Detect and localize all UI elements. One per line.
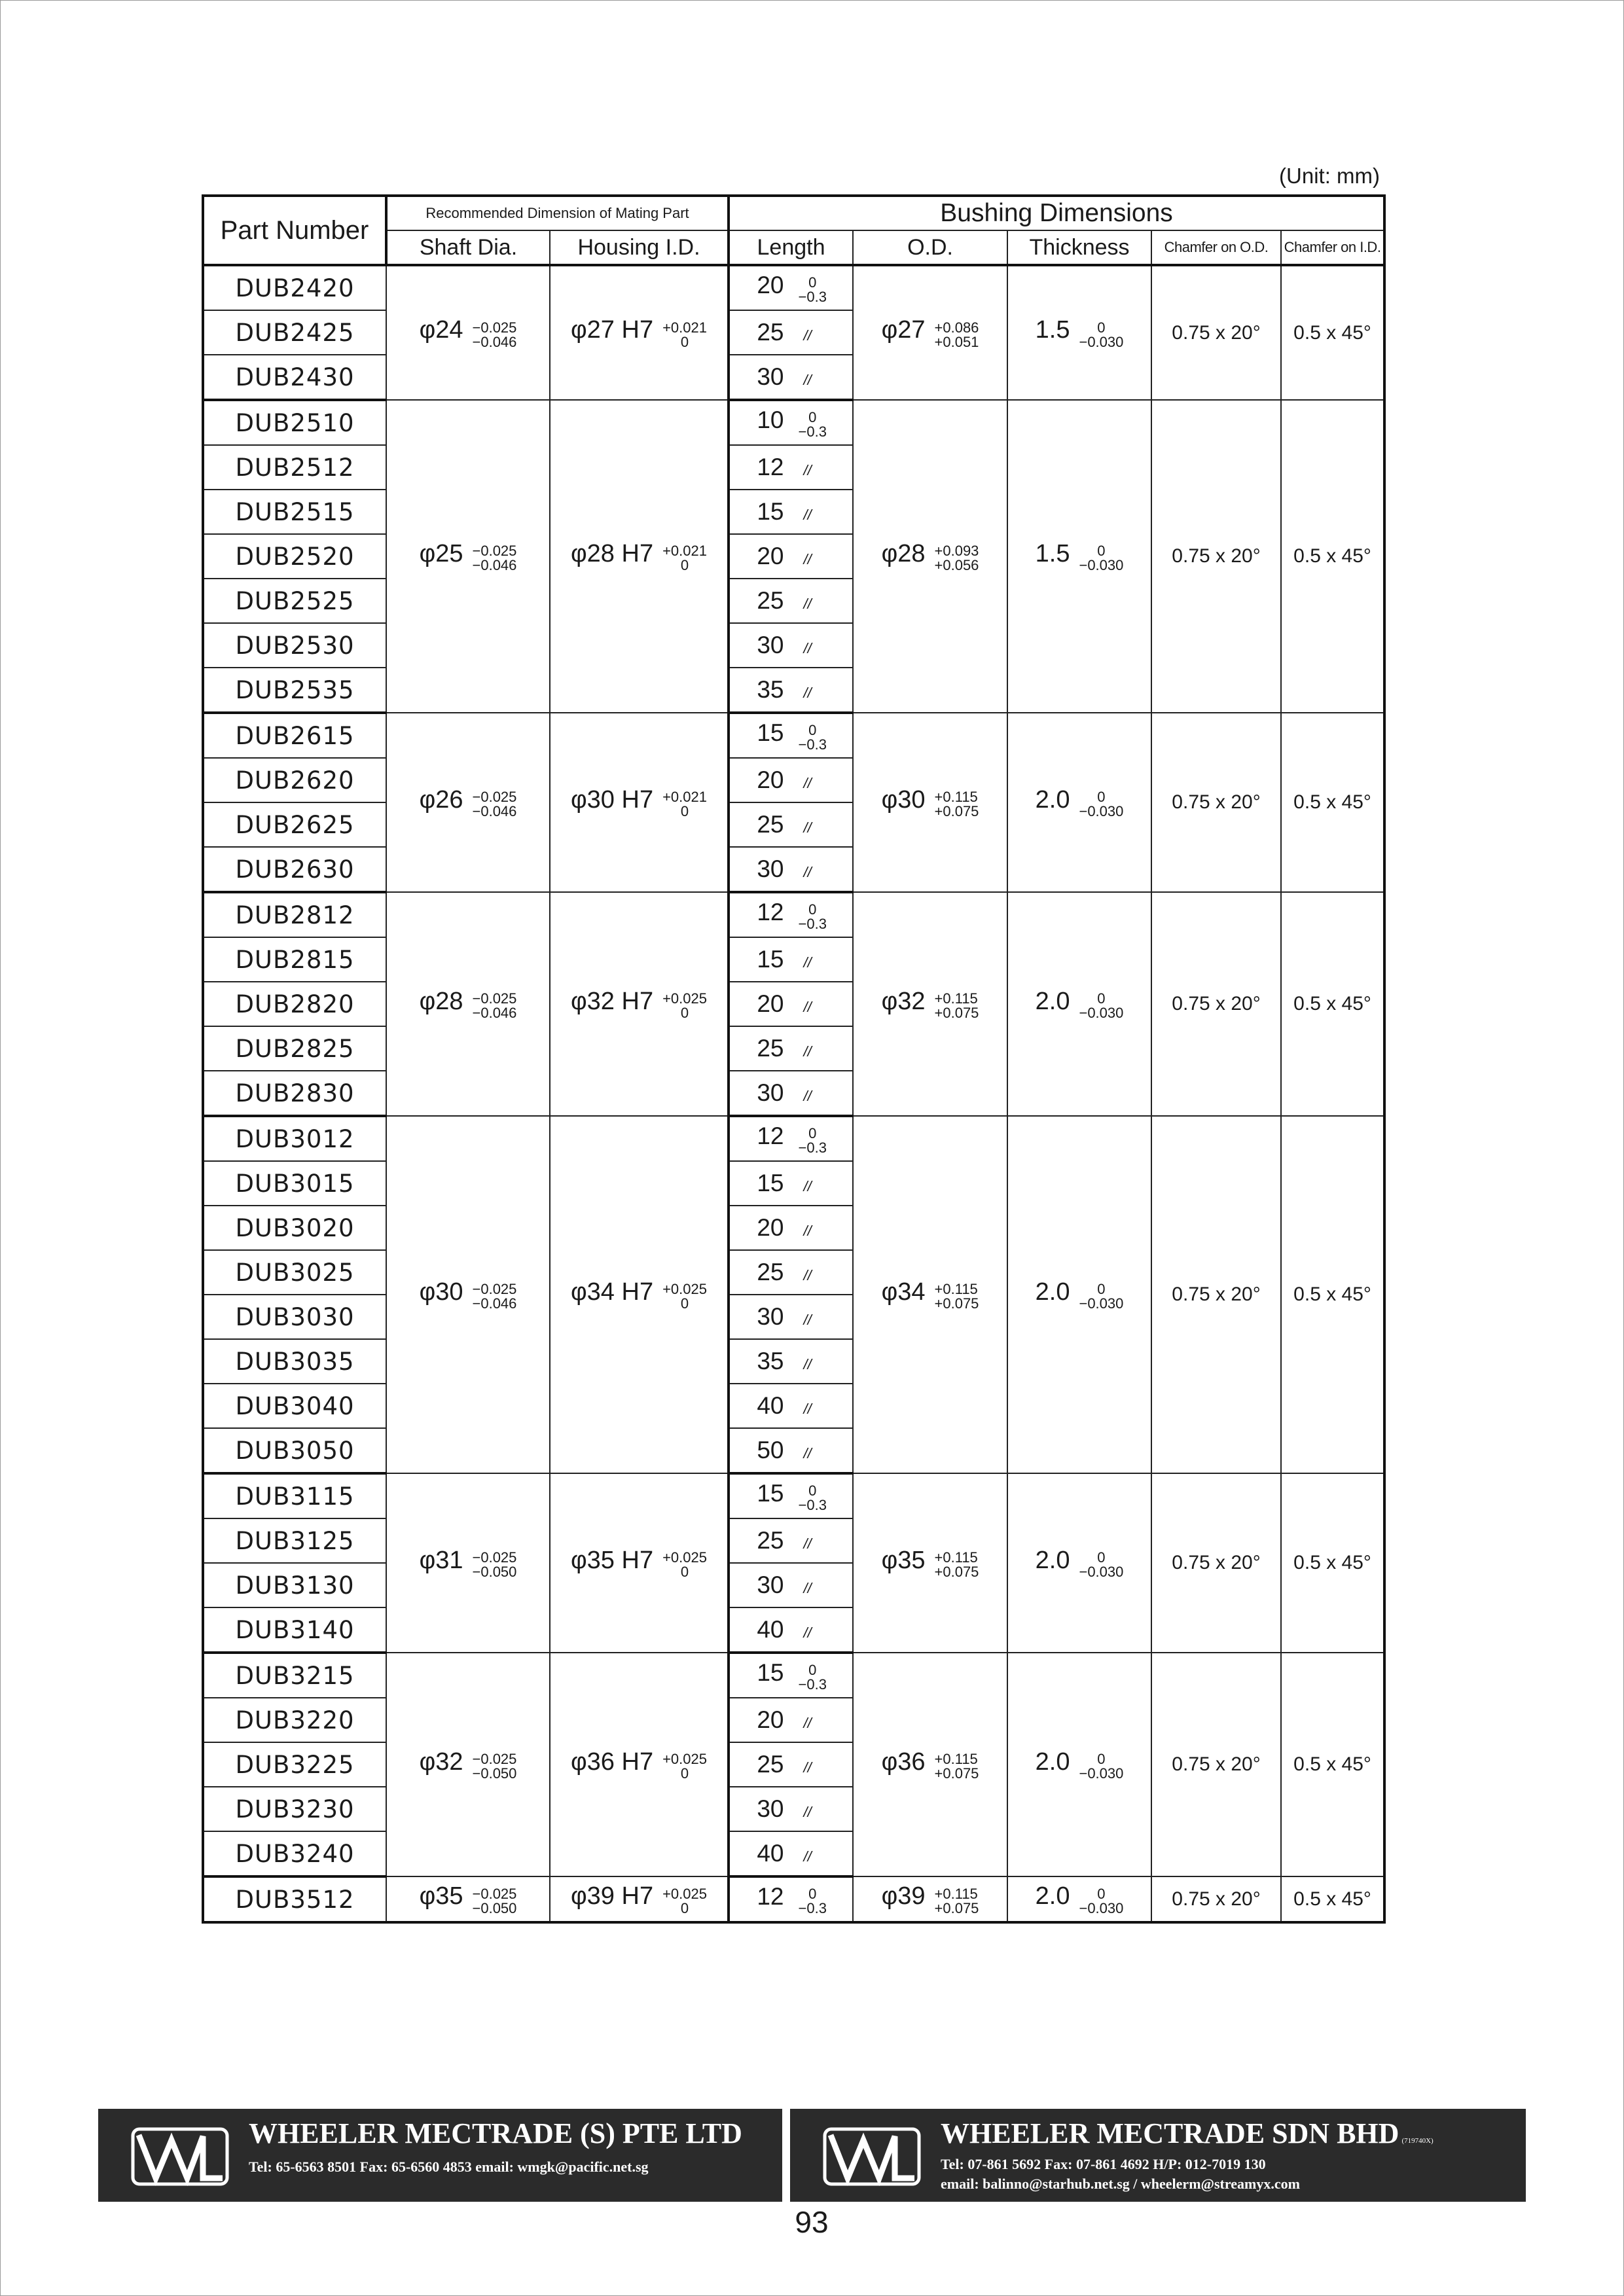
- footer-singapore: [98, 2109, 782, 2202]
- chamfer-od: 0.75 x 20°: [1151, 892, 1281, 1116]
- footer-malaysia: [790, 2109, 1526, 2202]
- part-number: DUB2520: [203, 534, 386, 579]
- footer-company-sg: WHEELER MECTRADE (S) PTE LTD: [249, 2117, 742, 2149]
- part-number: DUB3025: [203, 1250, 386, 1295]
- length: 25 //: [729, 1742, 853, 1787]
- bushing-spec-table: [202, 194, 1386, 1924]
- part-number: DUB3215: [203, 1653, 386, 1698]
- footer-contact-sg: Tel: 65-6563 8501 Fax: 65-6560 4853 email: wmgk@pacific.net.sg: [249, 2159, 649, 2175]
- length: 20 //: [729, 1206, 853, 1250]
- tolerance: +0.115 +0.075: [934, 789, 979, 820]
- part-number: DUB2535: [203, 668, 386, 713]
- footer-company-reg: (719740X): [1401, 2137, 1434, 2145]
- tolerance: +0.021 0: [662, 789, 707, 820]
- part-number: DUB2420: [203, 265, 386, 310]
- length: 15 0 −0.3: [729, 713, 853, 758]
- length: 15 //: [729, 490, 853, 534]
- chamfer-od: 0.75 x 20°: [1151, 1653, 1281, 1876]
- table-row: [203, 892, 1384, 937]
- header-recommended: Recommended Dimension of Mating Part: [386, 196, 729, 230]
- part-number: DUB2615: [203, 713, 386, 758]
- part-number: DUB2425: [203, 310, 386, 355]
- ditto-mark: //: [803, 1267, 812, 1283]
- housing-id: φ36 H7 +0.025 0: [550, 1653, 729, 1876]
- part-number: DUB2830: [203, 1071, 386, 1116]
- shaft-dia: φ25 −0.025 −0.046: [386, 400, 550, 713]
- table-row: [203, 400, 1384, 445]
- part-number: DUB2815: [203, 937, 386, 982]
- housing-id: φ35 H7 +0.025 0: [550, 1473, 729, 1653]
- page-number: 93: [795, 2205, 829, 2239]
- ditto-mark: //: [803, 596, 812, 612]
- chamfer-od: 0.75 x 20°: [1151, 1116, 1281, 1473]
- tolerance: −0.025 −0.050: [472, 1885, 517, 1916]
- length: 30 //: [729, 355, 853, 400]
- table-row: [203, 265, 1384, 310]
- thickness: 2.0 0 −0.030: [1007, 1116, 1151, 1473]
- part-number: DUB3240: [203, 1831, 386, 1876]
- part-number: DUB3125: [203, 1518, 386, 1563]
- ditto-mark: //: [803, 999, 812, 1015]
- chamfer-od: 0.75 x 20°: [1151, 265, 1281, 400]
- tolerance: 0 −0.030: [1079, 1281, 1124, 1312]
- part-number: DUB2530: [203, 623, 386, 668]
- chamfer-od: 0.75 x 20°: [1151, 1876, 1281, 1922]
- length: 25 //: [729, 310, 853, 355]
- outer-diameter: φ39 +0.115 +0.075: [853, 1876, 1007, 1922]
- tolerance: +0.115 +0.075: [934, 1751, 979, 1782]
- tolerance: 0 −0.030: [1079, 789, 1124, 820]
- tolerance: −0.025 −0.046: [472, 1281, 517, 1312]
- shaft-dia: φ28 −0.025 −0.046: [386, 892, 550, 1116]
- header-length: Length: [729, 230, 853, 265]
- tolerance: 0 −0.3: [798, 1886, 827, 1917]
- length: 20 //: [729, 758, 853, 802]
- length: 40 //: [729, 1607, 853, 1653]
- ditto-mark: //: [803, 1223, 812, 1239]
- ditto-mark: //: [803, 462, 812, 478]
- length: 10 0 −0.3: [729, 400, 853, 445]
- ditto-mark: //: [803, 1445, 812, 1462]
- ditto-mark: //: [803, 1535, 812, 1552]
- thickness: 2.0 0 −0.030: [1007, 1473, 1151, 1653]
- part-number: DUB3225: [203, 1742, 386, 1787]
- part-number: DUB3140: [203, 1607, 386, 1653]
- ditto-mark: //: [803, 1178, 812, 1194]
- ditto-mark: //: [803, 1088, 812, 1104]
- length: 15 0 −0.3: [729, 1653, 853, 1698]
- tolerance: 0 −0.3: [798, 901, 827, 933]
- chamfer-id: 0.5 x 45°: [1281, 1116, 1384, 1473]
- length: 35 //: [729, 668, 853, 713]
- ditto-mark: //: [803, 640, 812, 656]
- part-number: DUB3030: [203, 1295, 386, 1339]
- length: 12 0 −0.3: [729, 892, 853, 937]
- length: 20 //: [729, 982, 853, 1026]
- length: 50 //: [729, 1428, 853, 1473]
- tolerance: 0 −0.3: [798, 409, 827, 440]
- part-number: DUB2630: [203, 847, 386, 892]
- tolerance: 0 −0.030: [1079, 1885, 1124, 1916]
- ditto-mark: //: [803, 1624, 812, 1641]
- length: 15 0 −0.3: [729, 1473, 853, 1518]
- part-number: DUB2510: [203, 400, 386, 445]
- part-number: DUB2430: [203, 355, 386, 400]
- chamfer-id: 0.5 x 45°: [1281, 713, 1384, 892]
- part-number: DUB3020: [203, 1206, 386, 1250]
- tolerance: +0.021 0: [662, 543, 707, 574]
- tolerance: +0.025 0: [662, 990, 707, 1022]
- tolerance: −0.025 −0.046: [472, 319, 517, 350]
- outer-diameter: φ35 +0.115 +0.075: [853, 1473, 1007, 1653]
- outer-diameter: φ27 +0.086 +0.051: [853, 265, 1007, 400]
- part-number: DUB2515: [203, 490, 386, 534]
- tolerance: +0.115 +0.075: [934, 1549, 979, 1581]
- header-housing: Housing I.D.: [550, 230, 729, 265]
- chamfer-id: 0.5 x 45°: [1281, 892, 1384, 1116]
- length: 12 0 −0.3: [729, 1116, 853, 1161]
- tolerance: +0.115 +0.075: [934, 1281, 979, 1312]
- header-od: O.D.: [853, 230, 1007, 265]
- header-part-number: Part Number: [203, 196, 386, 265]
- chamfer-od: 0.75 x 20°: [1151, 713, 1281, 892]
- outer-diameter: φ28 +0.093 +0.056: [853, 400, 1007, 713]
- shaft-dia: φ26 −0.025 −0.046: [386, 713, 550, 892]
- table-row: [203, 1473, 1384, 1518]
- length: 30 //: [729, 1787, 853, 1831]
- part-number: DUB3015: [203, 1161, 386, 1206]
- thickness: 2.0 0 −0.030: [1007, 1876, 1151, 1922]
- tolerance: +0.093 +0.056: [934, 543, 979, 574]
- footer-contact-my-email: email: balinno@starhub.net.sg / wheelerm@streamyx.com: [941, 2176, 1300, 2192]
- shaft-dia: φ24 −0.025 −0.046: [386, 265, 550, 400]
- tolerance: −0.025 −0.046: [472, 990, 517, 1022]
- tolerance: +0.025 0: [662, 1549, 707, 1581]
- part-number: DUB3220: [203, 1698, 386, 1742]
- part-number: DUB3512: [203, 1876, 386, 1922]
- thickness: 2.0 0 −0.030: [1007, 1653, 1151, 1876]
- tolerance: 0 −0.030: [1079, 543, 1124, 574]
- tolerance: −0.025 −0.046: [472, 543, 517, 574]
- ditto-mark: //: [803, 327, 812, 344]
- thickness: 2.0 0 −0.030: [1007, 713, 1151, 892]
- length: 12 0 −0.3: [729, 1876, 853, 1922]
- length: 30 //: [729, 847, 853, 892]
- ditto-mark: //: [803, 1312, 812, 1328]
- length: 30 //: [729, 623, 853, 668]
- table-row: [203, 1653, 1384, 1698]
- wheeler-logo-icon: [823, 2127, 921, 2186]
- header-chamfer-od: Chamfer on O.D.: [1151, 230, 1281, 265]
- tolerance: 0 −0.3: [798, 274, 827, 306]
- tolerance: +0.025 0: [662, 1751, 707, 1782]
- outer-diameter: φ34 +0.115 +0.075: [853, 1116, 1007, 1473]
- ditto-mark: //: [803, 775, 812, 791]
- unit-label: (Unit: mm): [1279, 164, 1380, 188]
- thickness: 2.0 0 −0.030: [1007, 892, 1151, 1116]
- housing-id: φ27 H7 +0.021 0: [550, 265, 729, 400]
- table-row: [203, 1116, 1384, 1161]
- chamfer-id: 0.5 x 45°: [1281, 1653, 1384, 1876]
- length: 25 //: [729, 1250, 853, 1295]
- part-number: DUB2512: [203, 445, 386, 490]
- header-chamfer-id: Chamfer on I.D.: [1281, 230, 1384, 265]
- thickness: 1.5 0 −0.030: [1007, 265, 1151, 400]
- length: 20 0 −0.3: [729, 265, 853, 310]
- ditto-mark: //: [803, 1580, 812, 1596]
- ditto-mark: //: [803, 1848, 812, 1865]
- table-row: [203, 713, 1384, 758]
- part-number: DUB3012: [203, 1116, 386, 1161]
- housing-id: φ32 H7 +0.025 0: [550, 892, 729, 1116]
- thickness: 1.5 0 −0.030: [1007, 400, 1151, 713]
- ditto-mark: //: [803, 685, 812, 701]
- part-number: DUB3230: [203, 1787, 386, 1831]
- shaft-dia: φ31 −0.025 −0.050: [386, 1473, 550, 1653]
- housing-id: φ28 H7 +0.021 0: [550, 400, 729, 713]
- housing-id: φ34 H7 +0.025 0: [550, 1116, 729, 1473]
- chamfer-id: 0.5 x 45°: [1281, 1876, 1384, 1922]
- wheeler-logo-icon: [131, 2127, 229, 2186]
- length: 30 //: [729, 1071, 853, 1116]
- tolerance: +0.025 0: [662, 1885, 707, 1916]
- length: 20 //: [729, 534, 853, 579]
- part-number: DUB2820: [203, 982, 386, 1026]
- tolerance: +0.115 +0.075: [934, 1885, 979, 1916]
- ditto-mark: //: [803, 1715, 812, 1731]
- tolerance: +0.086 +0.051: [934, 319, 979, 350]
- ditto-mark: //: [803, 864, 812, 880]
- tolerance: −0.025 −0.050: [472, 1751, 517, 1782]
- part-number: DUB3040: [203, 1384, 386, 1428]
- ditto-mark: //: [803, 507, 812, 523]
- chamfer-od: 0.75 x 20°: [1151, 1473, 1281, 1653]
- tolerance: 0 −0.3: [798, 722, 827, 753]
- header-thickness: Thickness: [1007, 230, 1151, 265]
- length: 40 //: [729, 1384, 853, 1428]
- length: 15 //: [729, 1161, 853, 1206]
- header-shaft: Shaft Dia.: [386, 230, 550, 265]
- outer-diameter: φ30 +0.115 +0.075: [853, 713, 1007, 892]
- length: 20 //: [729, 1698, 853, 1742]
- length: 15 //: [729, 937, 853, 982]
- part-number: DUB2825: [203, 1026, 386, 1071]
- length: 12 //: [729, 445, 853, 490]
- tolerance: −0.025 −0.046: [472, 789, 517, 820]
- table-row: [203, 1876, 1384, 1922]
- part-number: DUB3050: [203, 1428, 386, 1473]
- housing-id: φ39 H7 +0.025 0: [550, 1876, 729, 1922]
- tolerance: +0.025 0: [662, 1281, 707, 1312]
- tolerance: 0 −0.030: [1079, 1751, 1124, 1782]
- ditto-mark: //: [803, 1356, 812, 1372]
- housing-id: φ30 H7 +0.021 0: [550, 713, 729, 892]
- length: 25 //: [729, 1518, 853, 1563]
- footer-company-my: [941, 2117, 1434, 2150]
- shaft-dia: φ35 −0.025 −0.050: [386, 1876, 550, 1922]
- tolerance: 0 −0.3: [798, 1125, 827, 1157]
- ditto-mark: //: [803, 551, 812, 567]
- outer-diameter: φ32 +0.115 +0.075: [853, 892, 1007, 1116]
- ditto-mark: //: [803, 954, 812, 971]
- outer-diameter: φ36 +0.115 +0.075: [853, 1653, 1007, 1876]
- length: 25 //: [729, 579, 853, 623]
- tolerance: +0.021 0: [662, 319, 707, 350]
- length: 25 //: [729, 1026, 853, 1071]
- part-number: DUB3115: [203, 1473, 386, 1518]
- ditto-mark: //: [803, 372, 812, 388]
- part-number: DUB3035: [203, 1339, 386, 1384]
- ditto-mark: //: [803, 1804, 812, 1820]
- ditto-mark: //: [803, 1759, 812, 1776]
- tolerance: 0 −0.3: [798, 1662, 827, 1693]
- chamfer-od: 0.75 x 20°: [1151, 400, 1281, 713]
- length: 40 //: [729, 1831, 853, 1876]
- ditto-mark: //: [803, 1043, 812, 1060]
- footer-contact-my-phone: Tel: 07-861 5692 Fax: 07-861 4692 H/P: 012-7019 130: [941, 2156, 1266, 2172]
- part-number: DUB2812: [203, 892, 386, 937]
- shaft-dia: φ30 −0.025 −0.046: [386, 1116, 550, 1473]
- ditto-mark: //: [803, 1401, 812, 1417]
- chamfer-id: 0.5 x 45°: [1281, 1473, 1384, 1653]
- part-number: DUB2620: [203, 758, 386, 802]
- tolerance: +0.115 +0.075: [934, 990, 979, 1022]
- tolerance: −0.025 −0.050: [472, 1549, 517, 1581]
- tolerance: 0 −0.030: [1079, 319, 1124, 350]
- tolerance: 0 −0.3: [798, 1482, 827, 1514]
- ditto-mark: //: [803, 819, 812, 836]
- part-number: DUB2625: [203, 802, 386, 847]
- length: 30 //: [729, 1295, 853, 1339]
- tolerance: 0 −0.030: [1079, 990, 1124, 1022]
- tolerance: 0 −0.030: [1079, 1549, 1124, 1581]
- footer-company-my-name: WHEELER MECTRADE SDN BHD: [941, 2117, 1399, 2149]
- chamfer-id: 0.5 x 45°: [1281, 400, 1384, 713]
- length: 25 //: [729, 802, 853, 847]
- chamfer-id: 0.5 x 45°: [1281, 265, 1384, 400]
- part-number: DUB2525: [203, 579, 386, 623]
- shaft-dia: φ32 −0.025 −0.050: [386, 1653, 550, 1876]
- header-bushing-dimensions: Bushing Dimensions: [729, 196, 1384, 230]
- length: 35 //: [729, 1339, 853, 1384]
- length: 30 //: [729, 1563, 853, 1607]
- part-number: DUB3130: [203, 1563, 386, 1607]
